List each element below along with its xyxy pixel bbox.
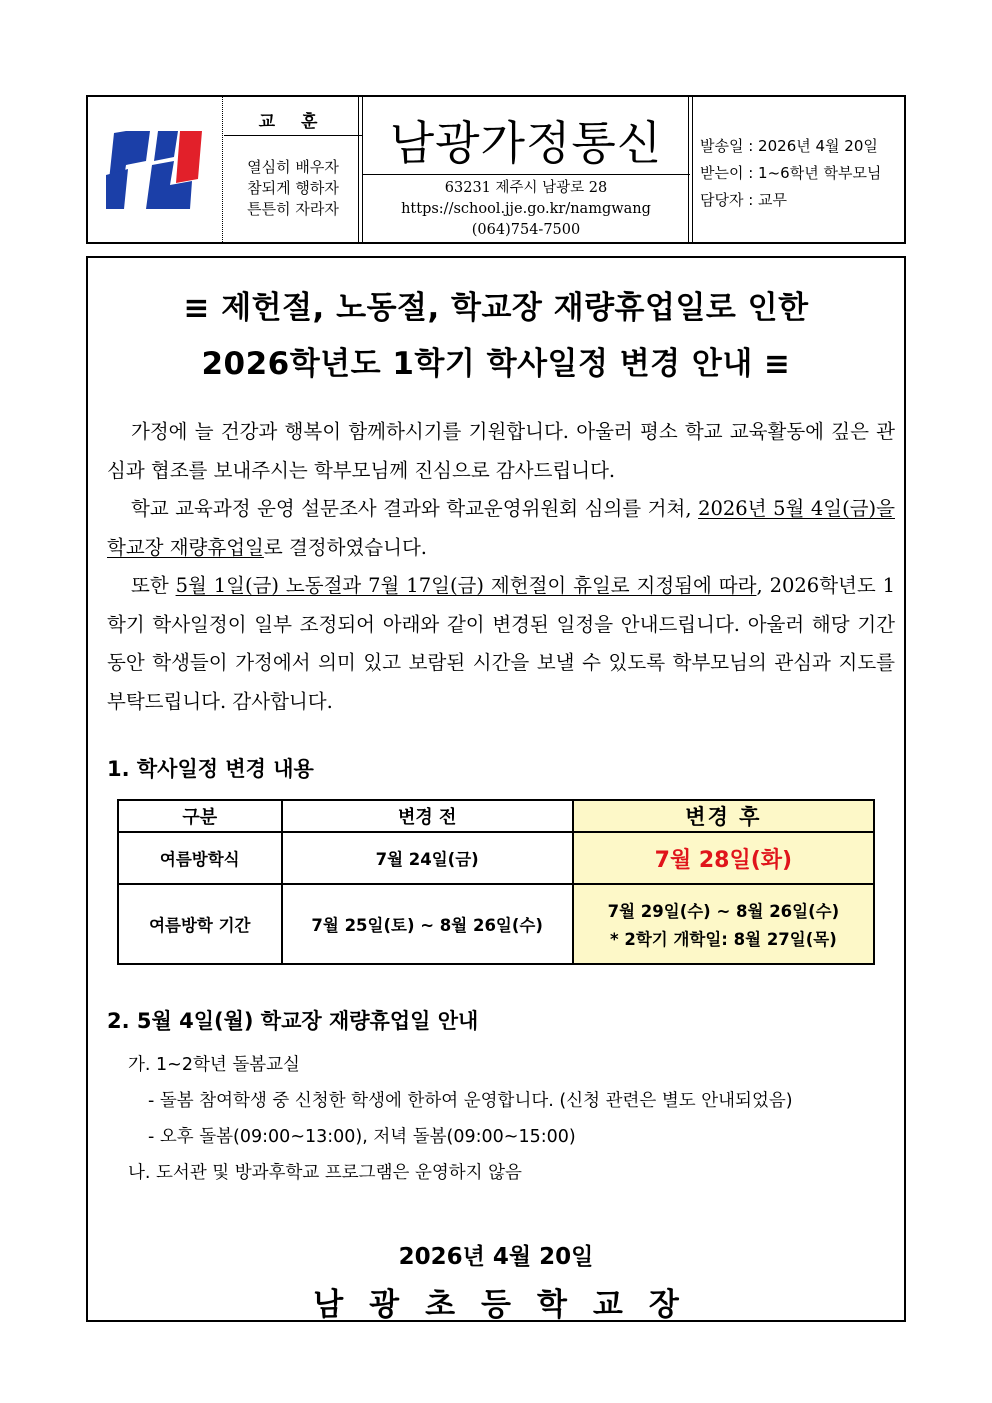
- paragraph-decision: [107, 490, 895, 567]
- section-2-title: 2. 5월 4일(월) 학교장 재량휴업일 안내: [107, 1009, 479, 1033]
- header-before: 변경 전: [282, 800, 573, 832]
- motto-line: 참되게 행하자: [247, 179, 339, 197]
- newsletter-meta: [700, 133, 910, 214]
- motto-title: 교 훈: [258, 112, 328, 132]
- underlined-text: 5월 1일(금) 노동절과 7월 17일(금) 제헌절이 휴일로 지정됨에 따라: [175, 574, 757, 597]
- motto-lines: [224, 157, 362, 220]
- divider: [222, 97, 223, 242]
- divider: [224, 135, 362, 136]
- list-item: - 오후 돌봄(09:00~13:00), 저녁 돌봄(09:00~15:00): [148, 1127, 576, 1147]
- logo-blue-bottom: [106, 169, 128, 209]
- header-category: 구분: [118, 800, 282, 832]
- school-website: https://school.jje.go.kr/namgwang: [401, 201, 651, 217]
- row-after-value: 7월 29일(수) ~ 8월 26일(수): [607, 902, 840, 921]
- notice-body: [107, 413, 895, 721]
- text: 또한: [131, 574, 176, 597]
- underlined-text: 2026년 5월 4일(금)을 학교장 재량휴업일: [107, 497, 895, 559]
- motto-line: 튼튼히 자라자: [247, 200, 339, 218]
- paragraph-schedule: [107, 567, 895, 721]
- newsletter-title: 남광가정통신: [389, 116, 663, 170]
- paragraph-greeting: 가정에 늘 건강과 행복이 함께하시기를 기원합니다. 아울러 평소 학교 교육활동에 깊은 관심과 협조를 보내주시는 학부모님께 진심으로 감사드립니다.: [107, 420, 895, 482]
- table-row: [118, 832, 874, 884]
- section-2-list: [128, 1047, 793, 1191]
- list-item: 가. 1~2학년 돌봄교실: [128, 1055, 300, 1075]
- divider: [688, 97, 693, 242]
- issue-date: 2026년 4월 20일: [398, 1244, 594, 1270]
- divider: [362, 174, 690, 175]
- signer-name: 남광초등학교장: [313, 1287, 705, 1323]
- text: 학교 교육과정 운영 설문조사 결과와 학교운영위원회 심의를 거쳐,: [131, 497, 699, 520]
- headline-line-2: 2026학년도 1학기 학사일정 변경 안내 ≡: [201, 346, 791, 382]
- headline-line-1: ≡ 제헌절, 노동절, 학교장 재량휴업일로 인한: [183, 290, 809, 326]
- newsletter-header: [86, 95, 906, 244]
- schedule-change-table: [117, 799, 875, 965]
- logo-blue-mid: [154, 131, 178, 161]
- row-label: 여름방학식: [118, 832, 282, 884]
- list-item: - 돌봄 참여학생 중 신청한 학생에 한하여 운영합니다. (신청 관련은 별도 안내되었음): [148, 1091, 793, 1111]
- school-phone: (064)754-7500: [471, 222, 581, 238]
- send-date: 발송일 : 2026년 4월 20일: [700, 137, 878, 155]
- row-after-value: 7월 28일(화): [654, 847, 793, 873]
- row-before: 7월 24일(금): [282, 832, 573, 884]
- row-after: [573, 884, 874, 964]
- text: 로 결정하였습니다.: [263, 535, 427, 559]
- row-after-note: * 2학기 개학일: 8월 27일(목): [610, 930, 837, 949]
- logo-red-bar: [176, 131, 202, 183]
- motto-line: 열심히 배우자: [247, 158, 339, 176]
- row-after: [573, 832, 874, 884]
- list-item: 나. 도서관 및 방과후학교 프로그램은 운영하지 않음: [128, 1163, 522, 1183]
- table-header-row: [118, 800, 874, 832]
- section-1-title: 1. 학사일정 변경 내용: [107, 757, 314, 781]
- recipient: 받는이 : 1~6학년 학부모님: [700, 164, 882, 182]
- school-logo-icon: [106, 131, 202, 209]
- school-address: 63231 제주시 남광로 28: [444, 180, 608, 196]
- table-row: [118, 884, 874, 964]
- manager: 담당자 : 교무: [700, 191, 788, 209]
- header-after: 변경 후: [573, 800, 874, 832]
- text: , 2026학년도 1학기 학사일정이 일부 조정되어 아래와 같이 변경된 일정을 안내드립니다. 아울러 해당 기간 동안 학생들이 가정에서 의미 있고 보람된 시간을 보낼 수 있도록 학부모님의 관심과 지도를 부탁드립니다. 감사합니다.: [107, 574, 896, 713]
- row-before: 7월 25일(토) ~ 8월 26일(수): [282, 884, 573, 964]
- row-label: 여름방학 기간: [118, 884, 282, 964]
- school-contact: [362, 178, 690, 241]
